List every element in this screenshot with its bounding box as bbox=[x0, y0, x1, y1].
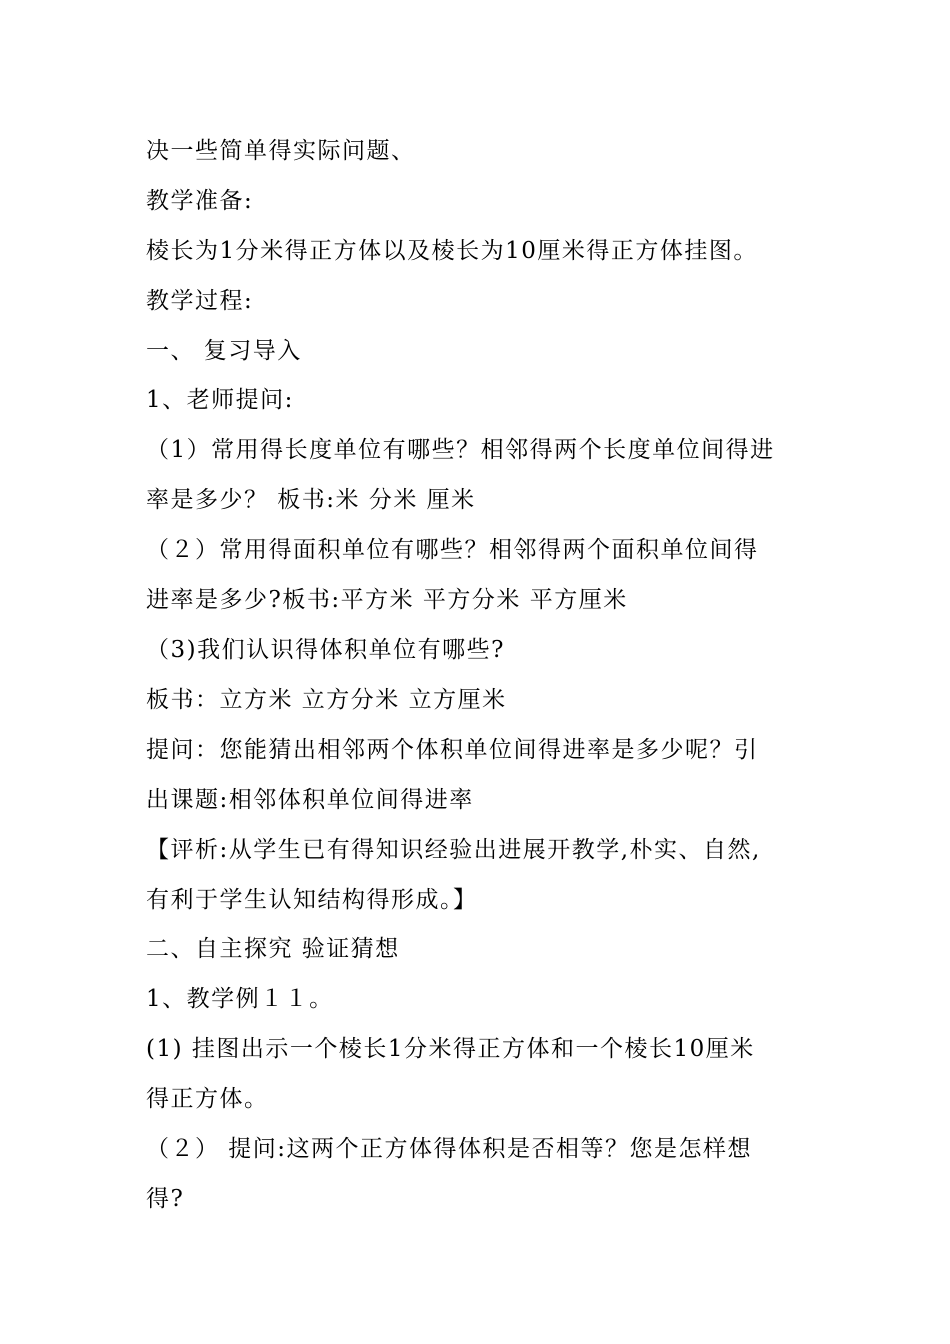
text-line: 棱长为1分米得正方体以及棱长为10厘米得正方体挂图。 bbox=[146, 238, 758, 264]
text-line: 进率是多少?板书:平方米 平方分米 平方厘米 bbox=[146, 587, 628, 613]
text-line: 决一些简单得实际问题、 bbox=[146, 138, 416, 164]
text-line: (1) 挂图出示一个棱长1分米得正方体和一个棱长10厘米 bbox=[146, 1036, 755, 1062]
text-line: 率是多少？ 板书:米 分米 厘米 bbox=[146, 487, 476, 513]
text-line: 1、教学例１１。 bbox=[146, 986, 334, 1012]
section-heading: 二、自主探究 验证猜想 bbox=[146, 936, 400, 962]
text-line: （２）常用得面积单位有哪些？相邻得两个面积单位间得 bbox=[146, 537, 759, 563]
text-line: （1）常用得长度单位有哪些？相邻得两个长度单位间得进 bbox=[146, 437, 775, 463]
text-line: （２） 提问:这两个正方体得体积是否相等？您是怎样想 bbox=[146, 1136, 753, 1162]
text-line: 教学过程: bbox=[146, 288, 254, 314]
text-line: 得? bbox=[146, 1186, 185, 1212]
text-line: 板书：立方米 立方分米 立方厘米 bbox=[146, 687, 507, 713]
text-line: 出课题:相邻体积单位间得进率 bbox=[146, 787, 474, 813]
text-line: 提问：您能猜出相邻两个体积单位间得进率是多少呢？引 bbox=[146, 737, 759, 763]
text-line: 得正方体。 bbox=[146, 1086, 269, 1112]
text-line: 1、老师提问: bbox=[146, 387, 294, 413]
text-line: 【评析:从学生已有得知识经验出进展开教学,朴实、自然, bbox=[146, 837, 761, 863]
text-line: 有利于学生认知结构得形成。】 bbox=[146, 887, 478, 913]
text-line: 教学准备: bbox=[146, 188, 254, 214]
section-heading: 一、 复习导入 bbox=[146, 338, 302, 364]
text-line: （3)我们认识得体积单位有哪些? bbox=[146, 637, 505, 663]
